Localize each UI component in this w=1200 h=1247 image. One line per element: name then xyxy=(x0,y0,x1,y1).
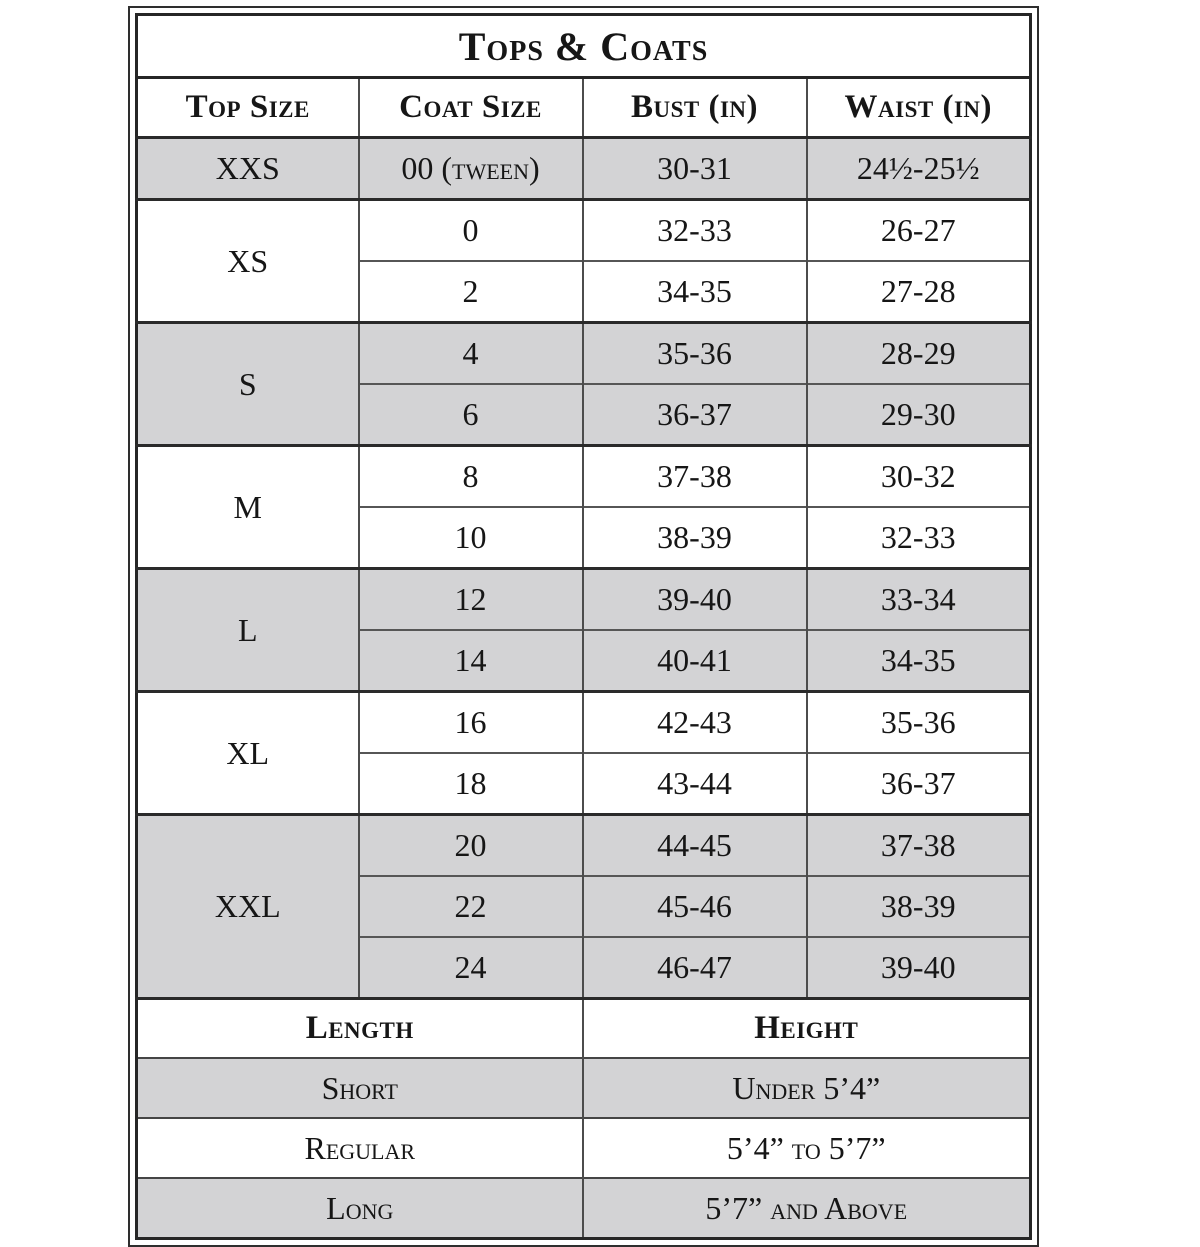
coat-size-cell: 16 xyxy=(359,692,583,754)
size-cell: XXL xyxy=(137,815,359,999)
size-chart-table xyxy=(135,13,1032,1240)
waist-cell: 24½-25½ xyxy=(807,138,1031,200)
bust-cell: 43-44 xyxy=(583,753,807,815)
coat-size-cell: 12 xyxy=(359,569,583,631)
length-cell: Long xyxy=(137,1178,583,1239)
coat-size-cell: 6 xyxy=(359,384,583,446)
bust-cell: 39-40 xyxy=(583,569,807,631)
table-row-s-4 xyxy=(137,323,1031,385)
waist-cell: 32-33 xyxy=(807,507,1031,569)
waist-cell: 28-29 xyxy=(807,323,1031,385)
size-cell: XXS xyxy=(137,138,359,200)
waist-cell: 26-27 xyxy=(807,200,1031,262)
height-cell: Under 5’4” xyxy=(583,1058,1031,1118)
coat-size-cell: 8 xyxy=(359,446,583,508)
waist-cell: 30-32 xyxy=(807,446,1031,508)
waist-cell: 36-37 xyxy=(807,753,1031,815)
waist-cell: 34-35 xyxy=(807,630,1031,692)
length-cell: Short xyxy=(137,1058,583,1118)
length-header: Length xyxy=(137,999,583,1059)
length-cell: Regular xyxy=(137,1118,583,1178)
bust-cell: 32-33 xyxy=(583,200,807,262)
bust-cell: 42-43 xyxy=(583,692,807,754)
bust-cell: 44-45 xyxy=(583,815,807,877)
column-header-waist: Waist (in) xyxy=(807,78,1031,138)
length-row-regular xyxy=(137,1118,1031,1178)
column-header-top-size: Top Size xyxy=(137,78,359,138)
height-cell: 5’4” to 5’7” xyxy=(583,1118,1031,1178)
table-row-xs-0 xyxy=(137,200,1031,262)
coat-size-cell: 10 xyxy=(359,507,583,569)
length-row-short xyxy=(137,1058,1031,1118)
coat-size-cell: 4 xyxy=(359,323,583,385)
bust-cell: 45-46 xyxy=(583,876,807,937)
waist-cell: 27-28 xyxy=(807,261,1031,323)
coat-size-cell: 22 xyxy=(359,876,583,937)
coat-size-cell: 14 xyxy=(359,630,583,692)
bust-cell: 35-36 xyxy=(583,323,807,385)
coat-size-cell: 0 xyxy=(359,200,583,262)
waist-cell: 39-40 xyxy=(807,937,1031,999)
length-height-header-row xyxy=(137,999,1031,1059)
column-header-row xyxy=(137,78,1031,138)
column-header-coat-size: Coat Size xyxy=(359,78,583,138)
size-cell: XS xyxy=(137,200,359,323)
bust-cell: 37-38 xyxy=(583,446,807,508)
size-chart-frame xyxy=(128,6,1039,1247)
waist-cell: 33-34 xyxy=(807,569,1031,631)
column-header-bust: Bust (in) xyxy=(583,78,807,138)
bust-cell: 34-35 xyxy=(583,261,807,323)
waist-cell: 38-39 xyxy=(807,876,1031,937)
bust-cell: 46-47 xyxy=(583,937,807,999)
size-cell: S xyxy=(137,323,359,446)
table-row-l-12 xyxy=(137,569,1031,631)
height-cell: 5’7” and Above xyxy=(583,1178,1031,1239)
coat-size-cell: 24 xyxy=(359,937,583,999)
length-row-long xyxy=(137,1178,1031,1239)
coat-size-cell: 18 xyxy=(359,753,583,815)
size-cell: M xyxy=(137,446,359,569)
coat-size-cell: 20 xyxy=(359,815,583,877)
waist-cell: 35-36 xyxy=(807,692,1031,754)
table-row-xxl-20 xyxy=(137,815,1031,877)
height-header: Height xyxy=(583,999,1031,1059)
waist-cell: 29-30 xyxy=(807,384,1031,446)
size-cell: L xyxy=(137,569,359,692)
size-cell: XL xyxy=(137,692,359,815)
waist-cell: 37-38 xyxy=(807,815,1031,877)
title-row xyxy=(137,15,1031,78)
bust-cell: 38-39 xyxy=(583,507,807,569)
table-row-m-8 xyxy=(137,446,1031,508)
bust-cell: 40-41 xyxy=(583,630,807,692)
coat-size-cell: 2 xyxy=(359,261,583,323)
bust-cell: 30-31 xyxy=(583,138,807,200)
table-row-xxs xyxy=(137,138,1031,200)
table-row-xl-16 xyxy=(137,692,1031,754)
coat-size-cell: 00 (tween) xyxy=(359,138,583,200)
bust-cell: 36-37 xyxy=(583,384,807,446)
chart-title: Tops & Coats xyxy=(137,15,1031,78)
